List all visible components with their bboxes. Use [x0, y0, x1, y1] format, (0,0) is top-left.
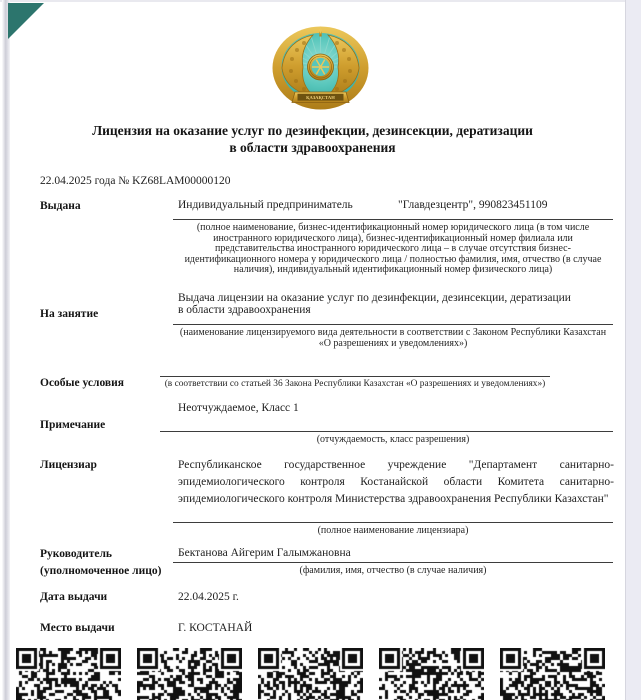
field-value-issue-date: 22.04.2025 г. [178, 591, 239, 603]
field-value-activity [178, 292, 624, 316]
field-note-remark: (отчуждаемость, класс разрешения) [316, 434, 470, 445]
field-value-activity-line1: Выдача лицензии на оказание услуг по дезинфекции, дезинсекции, дератизации [178, 292, 571, 304]
field-value-issued-to-name: Индивидуальный предприниматель [178, 199, 353, 211]
corner-fold-triangle-icon [8, 3, 48, 43]
field-label-activity: На занятие [40, 308, 99, 320]
field-value-head: Бектанова Айгерим Галымжановна [178, 547, 351, 559]
field-value-issue-place: Г. КОСТАНАЙ [178, 622, 253, 634]
field-rule-head [173, 562, 613, 563]
field-value-issued-to-id: "Главдезцентр", 990823451109 [398, 199, 548, 211]
field-value-activity-line2: в области здравоохранения [178, 304, 311, 316]
field-note-activity: (наименование лицензируемого вида деятельности в соответствии с Законом Республики Казахстан «О разрешениях и уведомлениях») [179, 327, 607, 349]
document-title-line2: в области здравоохранения [229, 139, 396, 155]
page-left-edge [2, 0, 10, 700]
qr-code [137, 648, 242, 700]
field-label-head-authorized: (уполномоченное лицо) [40, 565, 162, 577]
emblem-banner [292, 92, 349, 103]
field-label-issue-place: Место выдачи [40, 622, 115, 634]
field-value-licensor: Республиканское государственное учреждение "Департамент санитарно-эпидемиологического контроля Костанайской области Комитета санитарно-эпидемиологического контроля Министерства здравоохранения Республики Казахстан" [178, 459, 614, 505]
document-title-line1: Лицензия на оказание услуг по дезинфекции, дезинсекции, дератизации [92, 123, 533, 138]
kazakhstan-coat-of-arms [272, 26, 369, 111]
field-note-issued-to: (полное наименование, бизнес-идентификационный номер юридического лица (в том числе иностранного юридического лица), бизнес-идентификационный номер филиала или представительства иностранного юридического лица – в случае отсутствия бизнес-идентификационного номера у юридического лица / полностью фамилия, имя, отчество (в случае наличия), индивидуальный идентификационный номер физического лица) [184, 222, 602, 275]
license-number-line: 22.04.2025 года № KZ68LAM00000120 [40, 175, 231, 187]
field-label-remark: Примечание [40, 419, 106, 431]
emblem-banner-text: ҚАЗАҚСТАН [306, 95, 335, 101]
qr-code [379, 648, 484, 700]
document-title [0, 123, 625, 156]
field-note-head: (фамилия, имя, отчество (в случае наличия) [299, 565, 487, 576]
field-note-licensor: (полное наименование лицензиара) [317, 525, 469, 536]
field-label-special-conditions: Особые условия [40, 377, 124, 389]
qr-code [500, 648, 605, 700]
emblem-shanyrak [308, 54, 334, 80]
field-note-special-conditions: (в соответствии со статьей 36 Закона Республики Казахстан «О разрешениях и уведомлениях») [164, 379, 546, 389]
field-rule-licensor [173, 522, 613, 523]
page-right-edge [625, 0, 641, 700]
qr-code [16, 648, 121, 700]
page-top-edge [0, 0, 641, 2]
field-rule-special-conditions [160, 376, 550, 377]
field-label-head: Руководитель [40, 548, 112, 560]
field-label-issued-to: Выдана [40, 200, 81, 212]
field-rule-activity [173, 324, 613, 325]
emblem-star-icon [319, 26, 322, 36]
field-value-remark: Неотчуждаемое, Класс 1 [178, 402, 299, 414]
qr-code [258, 648, 363, 700]
field-rule-issued-to [173, 219, 613, 220]
field-label-issue-date: Дата выдачи [40, 591, 108, 603]
field-label-licensor: Лицензиар [40, 459, 97, 471]
field-rule-remark [160, 431, 613, 432]
